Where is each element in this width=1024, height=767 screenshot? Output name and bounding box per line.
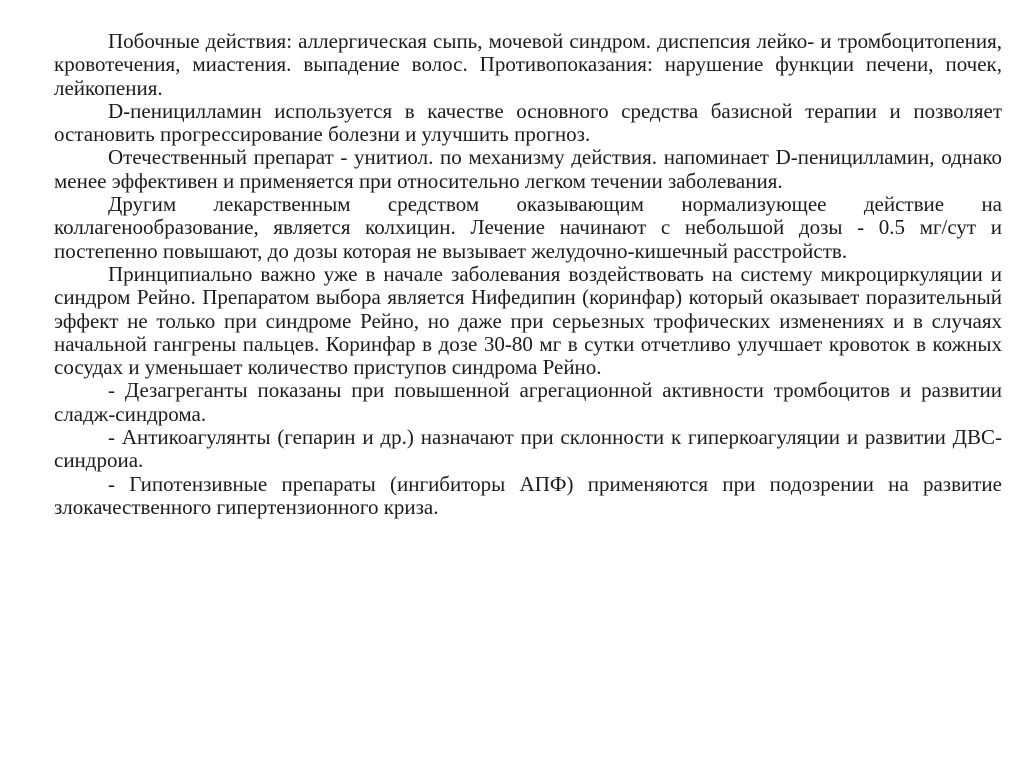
- paragraph-antihypertensives: - Гипотензивные препараты (ингибиторы АПФ) применяются при подозрении на развитие злокачественного гипертензионного криза.: [54, 471, 1002, 519]
- paragraph-nifedipine: Принципиально важно уже в начале заболевания воздействовать на систему микроциркуляции и синдром Рейно. Препаратом выбора является Нифедипин (коринфар) который оказывает поразительный эффект не только при синдроме Рейно, но даже при серьезных трофических изменениях и в случаях начальной гангрены пальцев. Коринфар в дозе 30-80 мг в сутки отчетливо улучшает кровоток в кожных сосудах и уменьшает количество приступов синдрома Рейно.: [54, 261, 1002, 380]
- document-text: [54, 30, 1002, 519]
- paragraph-colchicine: Другим лекарственным средством оказывающим нормализующее действие на коллагенообразование, является колхицин. Лечение начинают с небольшой дозы - 0.5 мг/сут и постепенно повышают, до дозы которая не вызывает желудочно-кишечный расстройств.: [54, 192, 1002, 263]
- paragraph-disaggregants: - Дезагреганты показаны при повышенной агрегационной активности тромбоцитов и развитии сладж-синдрома.: [54, 378, 1002, 426]
- paragraph-unithiol: Отечественный препарат - унитиол. по механизму действия. напоминает D-пеницилламин, однако менее эффективен и применяется при относительно легком течении заболевания.: [54, 145, 1002, 193]
- paragraph-anticoagulants: - Антикоагулянты (гепарин и др.) назначают при склонности к гиперкоагуляции и развитии ДВС-синдроиа.: [54, 425, 1002, 473]
- paragraph-penicillamine: D-пеницилламин используется в качестве основного средства базисной терапии и позволяет остановить прогрессирование болезни и улучшить прогноз.: [54, 98, 1002, 147]
- paragraph-side-effects: Побочные действия: аллергическая сыпь, мочевой синдром. диспепсия лейко- и тромбоцитопения, кровотечения, миастения. выпадение волос. Противопоказания: нарушение функции печени, почек, лейкопения.: [54, 29, 1002, 100]
